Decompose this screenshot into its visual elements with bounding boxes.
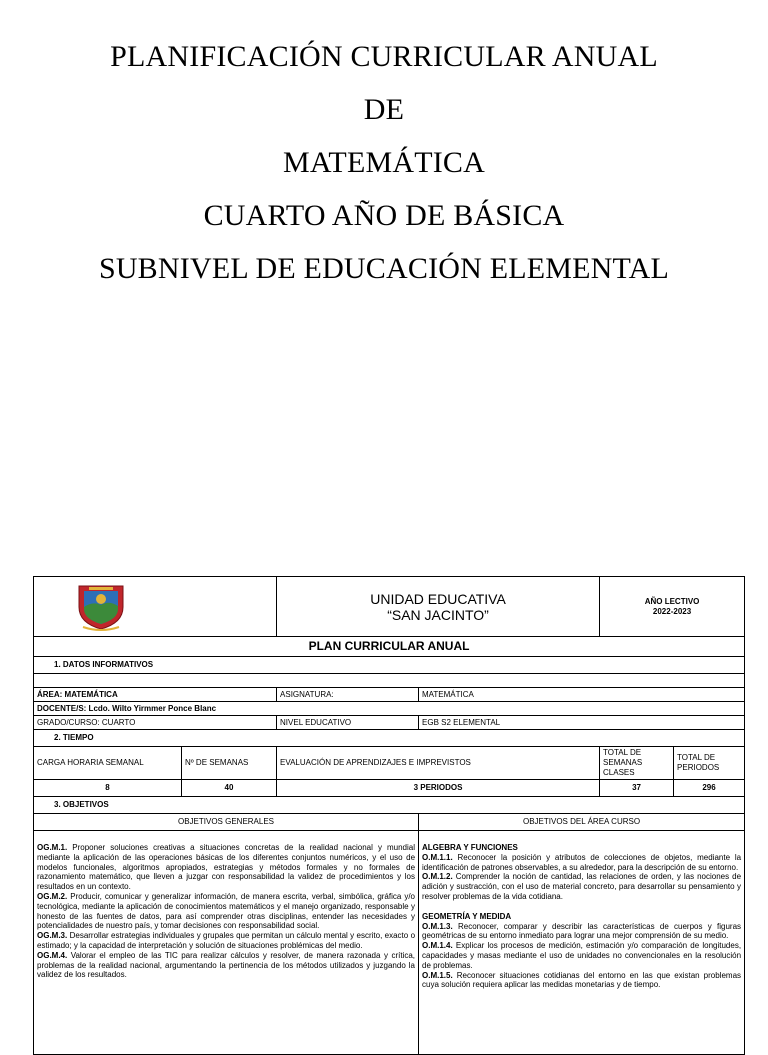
asignatura-label: ASIGNATURA: bbox=[277, 688, 419, 702]
section-datos-informativos: 1. DATOS INFORMATIVOS bbox=[34, 657, 745, 674]
tiempo-header: EVALUACIÓN DE APRENDIZAJES E IMPREVISTOS bbox=[277, 747, 600, 780]
section-objetivos: 3. OBJETIVOS bbox=[34, 797, 745, 814]
tiempo-header: TOTAL DE SEMANAS CLASES bbox=[600, 747, 674, 780]
objetivos-generales-header: OBJETIVOS GENERALES bbox=[34, 814, 419, 831]
objetivos-area-cell bbox=[419, 831, 745, 1055]
objetivos-generales-cell bbox=[34, 831, 419, 1055]
objetivo-general-item: OG.M.3. Desarrollar estrategias individuales y grupales que permitan un cálculo mental y escrito, exacto o estimado; y la capacidad de interpretación y solución de situaciones problémicas del medio. bbox=[37, 931, 416, 950]
objetivo-area-item: O.M.1.2. Comprender la noción de cantidad, las relaciones de orden, y las nociones de adición y sustracción, con el uso de material concreto, para desarrollar su pensamiento y resolver problemas de la vida cotidiana. bbox=[422, 872, 742, 901]
asignatura-value: MATEMÁTICA bbox=[419, 688, 745, 702]
cover-title-line-2: DE bbox=[363, 93, 405, 126]
tiempo-header: CARGA HORARIA SEMANAL bbox=[34, 747, 182, 780]
cover-title bbox=[0, 30, 768, 295]
evaluacion-value: 3 PERIODOS bbox=[277, 780, 600, 797]
semanas-value: 40 bbox=[182, 780, 277, 797]
area-heading-geometria: GEOMETRÍA Y MEDIDA bbox=[422, 911, 512, 921]
cover-title-line-4: CUARTO AÑO DE BÁSICA bbox=[203, 199, 565, 232]
nivel-label: NIVEL EDUCATIVO bbox=[277, 716, 419, 730]
objetivo-area-item: O.M.1.3. Reconocer, comparar y describir las características de cuerpos y figuras geométricas de su entorno inmediato para lograr una mejor comprensión de su medio. bbox=[422, 921, 742, 941]
logo-cell bbox=[34, 577, 277, 637]
periodos-value: 296 bbox=[674, 780, 745, 797]
school-name: UNIDAD EDUCATIVA bbox=[370, 590, 506, 607]
objetivo-area-item: O.M.1.5. Reconocer situaciones cotidianas del entorno en las que existan problemas cuya solución requiera aplicar las medidas monetarias y de tiempo. bbox=[422, 970, 742, 990]
school-crest-icon bbox=[75, 583, 127, 631]
objetivo-general-item: OG.M.2. Producir, comunicar y generalizar información, de manera escrita, verbal, simbólica, gráfica y/o tecnológica, mediante la aplicación de conocimientos matemáticos y el manejo organizado, responsable y honesto de las fuentes de datos, para así comprender otras disciplinas, entender las necesidades y potencialidades de nuestro país, y tomar decisiones con responsabilidad social. bbox=[37, 891, 416, 931]
tiempo-header: TOTAL DE PERIODOS bbox=[674, 747, 745, 780]
grado-field: GRADO/CURSO: CUARTO bbox=[34, 716, 277, 730]
cover-title-line-3: MATEMÁTICA bbox=[283, 146, 485, 179]
spacer-row bbox=[34, 674, 745, 688]
school-year-label: AÑO LECTIVO bbox=[644, 596, 700, 606]
plan-table bbox=[33, 576, 745, 1055]
school-year-cell bbox=[600, 577, 745, 637]
section-tiempo: 2. TIEMPO bbox=[34, 730, 745, 747]
tiempo-header: Nº DE SEMANAS bbox=[182, 747, 277, 780]
objetivo-area-item: O.M.1.1. Reconocer la posición y atributos de colecciones de objetos, mediante la identificación de patrones observables, a su alrededor, para la descripción de su entorno. bbox=[422, 852, 742, 872]
semanas-clases-value: 37 bbox=[600, 780, 674, 797]
school-name-cell bbox=[277, 577, 600, 637]
plan-title: PLAN CURRICULAR ANUAL bbox=[34, 637, 745, 657]
school-year-value: 2022-2023 bbox=[652, 606, 692, 616]
objetivo-general-item: OG.M.4. Valorar el empleo de las TIC para realizar cálculos y resolver, de manera razonada y crítica, problemas de la realidad nacional, argumentando la pertinencia de los métodos utilizados y juzgando la validez de los resultados. bbox=[37, 950, 416, 980]
carga-horaria-value: 8 bbox=[34, 780, 182, 797]
objetivos-area-header: OBJETIVOS DEL ÁREA CURSO bbox=[419, 814, 745, 831]
area-heading-algebra: ALGEBRA Y FUNCIONES bbox=[422, 843, 518, 852]
nivel-value: EGB S2 ELEMENTAL bbox=[419, 716, 745, 730]
objetivo-area-item: O.M.1.4. Explicar los procesos de medición, estimación y/o comparación de longitudes, capacidades y masas mediante el uso de unidades no convencionales en la resolución de problemas. bbox=[422, 941, 742, 970]
school-name-quoted: “SAN JACINTO” bbox=[387, 606, 489, 623]
area-label: ÁREA: MATEMÁTICA bbox=[34, 688, 277, 702]
docente-field: DOCENTE/S: Lcdo. Wilto Yirmmer Ponce Blanc bbox=[34, 702, 745, 716]
cover-title-line-1: PLANIFICACIÓN CURRICULAR ANUAL bbox=[110, 40, 658, 73]
cover-title-line-5: SUBNIVEL DE EDUCACIÓN ELEMENTAL bbox=[98, 252, 670, 285]
objetivo-general-item: OG.M.1. Proponer soluciones creativas a situaciones concretas de la realidad nacional y mundial mediante la aplicación de las operaciones básicas de los diferentes conjuntos numéricos, y el uso de modelos funcionales, algoritmos apropiados, estrategias y métodos formales y no formales de razonamiento matemático, que lleven a juzgar con responsabilidad la validez de procedimientos y los resultados en un contexto. bbox=[37, 843, 416, 892]
